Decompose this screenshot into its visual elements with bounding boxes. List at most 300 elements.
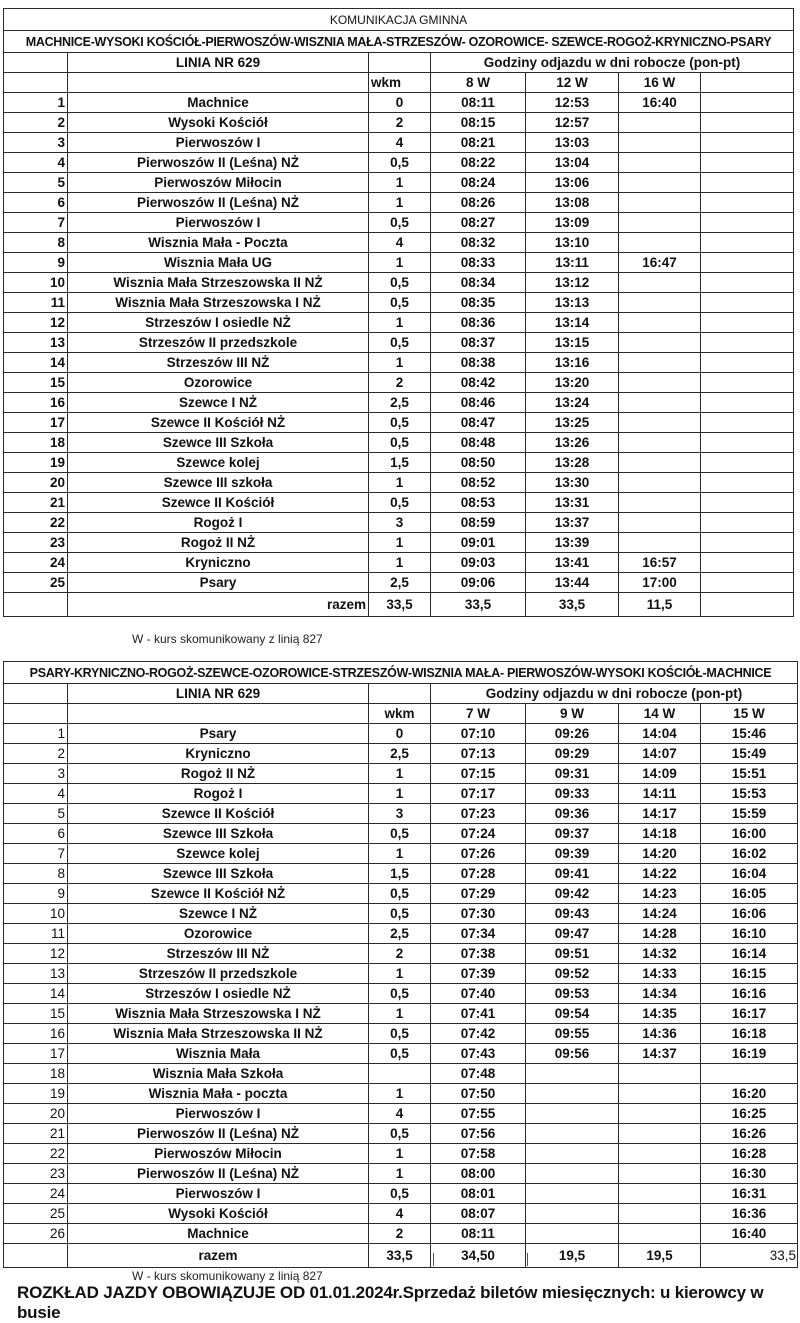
- stop-name: Machnice: [68, 93, 369, 113]
- stop-row: [4, 984, 798, 1004]
- blank-cell: [4, 593, 68, 617]
- validity-notice: ROZKŁAD JAZDY OBOWIĄZUJE OD 01.01.2024r.Sprzedaż biletów miesięcznych: u kierowcy w busie: [17, 1283, 764, 1322]
- departure-time: 16:16: [701, 984, 798, 1004]
- departure-time: [619, 233, 701, 253]
- departure-time: 08:00: [431, 1164, 526, 1184]
- stop-number: 16: [4, 393, 68, 413]
- stop-number: 5: [4, 173, 68, 193]
- course-header: [701, 73, 794, 93]
- departure-time: 13:25: [526, 413, 619, 433]
- total-course: 19,5: [619, 1244, 701, 1268]
- departure-time: 16:10: [701, 924, 798, 944]
- stop-number: 10: [4, 904, 68, 924]
- departure-time: 08:35: [431, 293, 526, 313]
- departure-time: [619, 1224, 701, 1244]
- stop-name: Rogoż II NŻ: [68, 764, 369, 784]
- departure-time: 13:28: [526, 453, 619, 473]
- departure-time: 07:26: [431, 844, 526, 864]
- departure-time: 16:20: [701, 1084, 798, 1104]
- departure-time: 16:36: [701, 1204, 798, 1224]
- departure-time: [701, 133, 794, 153]
- stop-name: Pierwoszów II (Leśna) NŻ: [68, 193, 369, 213]
- stop-wkm: 0,5: [369, 1044, 431, 1064]
- departure-time: [526, 1224, 619, 1244]
- departure-time: [619, 293, 701, 313]
- stop-name: Psary: [68, 724, 369, 744]
- total-course: [701, 593, 794, 617]
- stop-name: Strzeszów II przedszkole: [68, 333, 369, 353]
- stop-row: [4, 193, 794, 213]
- departure-time: 08:37: [431, 333, 526, 353]
- departure-time: 07:10: [431, 724, 526, 744]
- departure-time: 09:41: [526, 864, 619, 884]
- departure-time: [619, 1184, 701, 1204]
- total-course: 19,5: [526, 1244, 619, 1268]
- stop-name: Strzeszów I osiedle NŻ: [68, 984, 369, 1004]
- stop-name: Strzeszów III NŻ: [68, 944, 369, 964]
- departure-time: 07:23: [431, 804, 526, 824]
- departure-time: 17:00: [619, 573, 701, 593]
- stop-row: [4, 253, 794, 273]
- stop-number: 8: [4, 864, 68, 884]
- departure-time: 14:23: [619, 884, 701, 904]
- stop-wkm: 1: [369, 844, 431, 864]
- stop-wkm: 0,5: [369, 904, 431, 924]
- stop-number: 6: [4, 824, 68, 844]
- stop-wkm: 1: [369, 964, 431, 984]
- stop-wkm: 0,5: [369, 493, 431, 513]
- stop-wkm: 0,5: [369, 433, 431, 453]
- departure-time: 08:32: [431, 233, 526, 253]
- stop-wkm: 1: [369, 473, 431, 493]
- stop-number: 24: [4, 1184, 68, 1204]
- departure-time: 08:36: [431, 313, 526, 333]
- stop-row: [4, 884, 798, 904]
- stop-wkm: 0: [369, 93, 431, 113]
- stop-number: 1: [4, 93, 68, 113]
- stop-wkm: 0,5: [369, 884, 431, 904]
- departure-time: 08:22: [431, 153, 526, 173]
- departure-time: 08:50: [431, 453, 526, 473]
- total-wkm: 33,5: [369, 593, 431, 617]
- departure-time: 08:24: [431, 173, 526, 193]
- departure-time: 08:38: [431, 353, 526, 373]
- stop-number: 20: [4, 473, 68, 493]
- departure-time: 07:58: [431, 1144, 526, 1164]
- departure-time: [701, 513, 794, 533]
- course-header: 14 W: [619, 704, 701, 724]
- departure-time: 07:55: [431, 1104, 526, 1124]
- course-header: 16 W: [619, 73, 701, 93]
- stop-row: [4, 964, 798, 984]
- stop-wkm: [369, 1064, 431, 1084]
- stop-row: [4, 513, 794, 533]
- blank-cell: [4, 53, 68, 73]
- departure-time: 09:33: [526, 784, 619, 804]
- departure-time: 14:17: [619, 804, 701, 824]
- stop-wkm: 4: [369, 1104, 431, 1124]
- stop-row: [4, 1144, 798, 1164]
- stop-number: 17: [4, 1044, 68, 1064]
- departure-time: 08:21: [431, 133, 526, 153]
- stop-wkm: 1: [369, 764, 431, 784]
- stop-name: Szewce III Szkoła: [68, 864, 369, 884]
- departure-time: 16:25: [701, 1104, 798, 1124]
- wkm-header: wkm: [369, 73, 431, 93]
- stop-name: Wisznia Mała - poczta: [68, 1084, 369, 1104]
- departure-time: [701, 553, 794, 573]
- stop-wkm: 2: [369, 1224, 431, 1244]
- stop-wkm: 0,5: [369, 824, 431, 844]
- stop-number: 10: [4, 273, 68, 293]
- stop-name: Ozorowice: [68, 373, 369, 393]
- departure-time: 07:29: [431, 884, 526, 904]
- stop-name: Pierwoszów I: [68, 1104, 369, 1124]
- departure-time: 16:02: [701, 844, 798, 864]
- departure-time: 14:24: [619, 904, 701, 924]
- departure-time: [526, 1184, 619, 1204]
- departure-time: 07:38: [431, 944, 526, 964]
- stop-row: [4, 153, 794, 173]
- stop-wkm: 2,5: [369, 924, 431, 944]
- blank-cell: [4, 1244, 68, 1268]
- stop-name: Wisznia Mała UG: [68, 253, 369, 273]
- course-header: 9 W: [526, 704, 619, 724]
- course-header: 7 W: [431, 704, 526, 724]
- stop-name: Rogoż I: [68, 513, 369, 533]
- stop-wkm: 3: [369, 513, 431, 533]
- table-border-stub: [527, 1253, 528, 1266]
- stop-row: [4, 1084, 798, 1104]
- departure-time: [619, 133, 701, 153]
- total-course: 34,50: [431, 1244, 526, 1268]
- line-header-row: [4, 53, 794, 73]
- stop-wkm: 1: [369, 1144, 431, 1164]
- stop-row: [4, 353, 794, 373]
- column-header-row: [4, 704, 798, 724]
- stop-number: 21: [4, 493, 68, 513]
- departure-time: [619, 453, 701, 473]
- wkm-header: wkm: [369, 704, 431, 724]
- stop-name: Szewce II Kościół NŻ: [68, 413, 369, 433]
- blank-cell: [4, 684, 68, 704]
- stop-name: Pierwoszów II (Leśna) NŻ: [68, 1124, 369, 1144]
- departure-time: [619, 113, 701, 133]
- departure-time: 07:41: [431, 1004, 526, 1024]
- departure-time: [619, 1204, 701, 1224]
- departure-time: [619, 273, 701, 293]
- stop-wkm: 2: [369, 373, 431, 393]
- departure-time: [701, 233, 794, 253]
- stop-row: [4, 553, 794, 573]
- departure-time: 13:04: [526, 153, 619, 173]
- stop-wkm: 2,5: [369, 744, 431, 764]
- stop-row: [4, 113, 794, 133]
- stop-name: Pierwoszów I: [68, 213, 369, 233]
- departure-time: 13:11: [526, 253, 619, 273]
- blank-cell: [369, 684, 431, 704]
- departure-time: [701, 453, 794, 473]
- departure-time: 14:33: [619, 964, 701, 984]
- departure-time: 14:28: [619, 924, 701, 944]
- stop-number: 7: [4, 844, 68, 864]
- stop-row: [4, 293, 794, 313]
- footnote-1: W - kurs skomunikowany z linią 827: [132, 632, 323, 646]
- stop-row: [4, 724, 798, 744]
- departure-time: [701, 413, 794, 433]
- stop-name: Szewce II Kościół: [68, 493, 369, 513]
- departure-time: 07:42: [431, 1024, 526, 1044]
- departure-time: 16:18: [701, 1024, 798, 1044]
- stop-number: 2: [4, 744, 68, 764]
- total-label: razem: [68, 593, 369, 617]
- stop-wkm: 4: [369, 1204, 431, 1224]
- departure-time: 13:15: [526, 333, 619, 353]
- departure-time: 14:11: [619, 784, 701, 804]
- departure-time: 09:55: [526, 1024, 619, 1044]
- total-row: [4, 1244, 798, 1268]
- stop-name: Szewce I NŻ: [68, 393, 369, 413]
- stop-number: 15: [4, 373, 68, 393]
- stop-number: 25: [4, 573, 68, 593]
- departure-time: 13:06: [526, 173, 619, 193]
- stop-wkm: 0,5: [369, 1184, 431, 1204]
- departure-time: [619, 153, 701, 173]
- departure-time: [701, 153, 794, 173]
- stop-name: Wysoki Kościół: [68, 1204, 369, 1224]
- departure-time: 08:42: [431, 373, 526, 393]
- departure-time: [701, 93, 794, 113]
- stop-row: [4, 173, 794, 193]
- departure-time: [619, 513, 701, 533]
- departure-time: 08:59: [431, 513, 526, 533]
- departure-time: [701, 333, 794, 353]
- departure-time: [701, 573, 794, 593]
- total-course: 11,5: [619, 593, 701, 617]
- stop-row: [4, 233, 794, 253]
- stop-number: 18: [4, 433, 68, 453]
- stop-name: Szewce kolej: [68, 844, 369, 864]
- departure-time: 13:13: [526, 293, 619, 313]
- departure-time: 09:56: [526, 1044, 619, 1064]
- stop-name: Wysoki Kościół: [68, 113, 369, 133]
- departure-time: 08:47: [431, 413, 526, 433]
- line-header-row: [4, 684, 798, 704]
- departure-time: [701, 253, 794, 273]
- stop-row: [4, 533, 794, 553]
- departure-time: 16:40: [619, 93, 701, 113]
- departure-time: [526, 1164, 619, 1184]
- departure-time: 16:47: [619, 253, 701, 273]
- org-title-row: [4, 9, 794, 31]
- stop-row: [4, 844, 798, 864]
- stop-wkm: 3: [369, 804, 431, 824]
- stop-number: 14: [4, 353, 68, 373]
- stop-wkm: 0,5: [369, 413, 431, 433]
- departure-time: [619, 1104, 701, 1124]
- departure-time: 13:30: [526, 473, 619, 493]
- blank-cell: [68, 73, 369, 93]
- stop-row: [4, 1024, 798, 1044]
- stop-row: [4, 373, 794, 393]
- departure-time: [701, 173, 794, 193]
- departure-time: [619, 193, 701, 213]
- departure-time: [619, 213, 701, 233]
- departure-time: [526, 1204, 619, 1224]
- departure-time: [619, 353, 701, 373]
- stop-row: [4, 1204, 798, 1224]
- stop-name: Wisznia Mała Strzeszowska II NŻ: [68, 1024, 369, 1044]
- departure-time: [701, 193, 794, 213]
- stop-wkm: 1: [369, 1004, 431, 1024]
- stop-number: 25: [4, 1204, 68, 1224]
- departure-time: [619, 1124, 701, 1144]
- departure-time: 16:00: [701, 824, 798, 844]
- stop-name: Ozorowice: [68, 924, 369, 944]
- departure-time: 08:11: [431, 1224, 526, 1244]
- departure-time: 07:43: [431, 1044, 526, 1064]
- stop-name: Wisznia Mała - Poczta: [68, 233, 369, 253]
- departure-time: 09:37: [526, 824, 619, 844]
- departure-time: 16:31: [701, 1184, 798, 1204]
- departure-time: 07:39: [431, 964, 526, 984]
- stop-row: [4, 924, 798, 944]
- departure-time: [701, 373, 794, 393]
- stop-name: Pierwoszów Miłocin: [68, 173, 369, 193]
- stop-row: [4, 393, 794, 413]
- stop-row: [4, 1044, 798, 1064]
- departure-time: 13:03: [526, 133, 619, 153]
- departure-time: 08:48: [431, 433, 526, 453]
- departure-time: 13:12: [526, 273, 619, 293]
- stop-number: 22: [4, 1144, 68, 1164]
- stop-number: 8: [4, 233, 68, 253]
- route-row: [4, 662, 798, 684]
- stop-name: Kryniczno: [68, 744, 369, 764]
- departure-time: 12:57: [526, 113, 619, 133]
- departure-time: 16:14: [701, 944, 798, 964]
- departure-time: 09:42: [526, 884, 619, 904]
- departure-time: [619, 1084, 701, 1104]
- stop-name: Szewce II Kościół: [68, 804, 369, 824]
- stop-number: 7: [4, 213, 68, 233]
- departure-time: [619, 393, 701, 413]
- stop-number: 17: [4, 413, 68, 433]
- stop-row: [4, 864, 798, 884]
- stop-number: 12: [4, 313, 68, 333]
- departure-time: 09:03: [431, 553, 526, 573]
- departure-time: 08:27: [431, 213, 526, 233]
- stop-wkm: 1,5: [369, 864, 431, 884]
- stop-row: [4, 904, 798, 924]
- stop-number: 22: [4, 513, 68, 533]
- departure-time: [619, 413, 701, 433]
- stop-name: Pierwoszów II (Leśna) NŻ: [68, 1164, 369, 1184]
- departure-time: 07:56: [431, 1124, 526, 1144]
- stop-row: [4, 453, 794, 473]
- departure-time: 13:24: [526, 393, 619, 413]
- stop-number: 5: [4, 804, 68, 824]
- stop-name: Wisznia Mała Strzeszowska II NŻ: [68, 273, 369, 293]
- departure-time: 09:39: [526, 844, 619, 864]
- departure-time: 14:09: [619, 764, 701, 784]
- departure-time: 09:53: [526, 984, 619, 1004]
- stop-row: [4, 744, 798, 764]
- stop-number: 13: [4, 333, 68, 353]
- stop-number: 6: [4, 193, 68, 213]
- departure-time: 16:17: [701, 1004, 798, 1024]
- stop-name: Pierwoszów II (Leśna) NŻ: [68, 153, 369, 173]
- stop-number: 23: [4, 533, 68, 553]
- departure-time: [526, 1124, 619, 1144]
- departure-time: 15:53: [701, 784, 798, 804]
- stop-wkm: 2: [369, 113, 431, 133]
- stop-number: 21: [4, 1124, 68, 1144]
- stop-number: 11: [4, 924, 68, 944]
- stop-number: 4: [4, 784, 68, 804]
- stop-name: Szewce III szkoła: [68, 473, 369, 493]
- timetable-psary-machnice: [3, 661, 798, 1268]
- course-header: 8 W: [431, 73, 526, 93]
- departure-time: 08:34: [431, 273, 526, 293]
- stop-wkm: 0,5: [369, 273, 431, 293]
- departure-time: 09:36: [526, 804, 619, 824]
- stop-number: 3: [4, 133, 68, 153]
- stop-wkm: 1: [369, 1084, 431, 1104]
- course-header: 15 W: [701, 704, 798, 724]
- stop-name: Wisznia Mała: [68, 1044, 369, 1064]
- departure-time: 09:54: [526, 1004, 619, 1024]
- departure-time: 09:31: [526, 764, 619, 784]
- departure-time: 08:15: [431, 113, 526, 133]
- blank-cell: [369, 53, 431, 73]
- stop-name: Szewce I NŻ: [68, 904, 369, 924]
- stop-number: 4: [4, 153, 68, 173]
- stop-name: Wisznia Mała Strzeszowska I NŻ: [68, 1004, 369, 1024]
- departure-time: 14:04: [619, 724, 701, 744]
- stop-wkm: 2,5: [369, 393, 431, 413]
- departure-time: [701, 313, 794, 333]
- departure-time: [701, 293, 794, 313]
- departure-time: 13:37: [526, 513, 619, 533]
- departure-time: [619, 433, 701, 453]
- departure-time: [619, 173, 701, 193]
- departure-time: 14:20: [619, 844, 701, 864]
- departure-time: 14:32: [619, 944, 701, 964]
- stop-number: 13: [4, 964, 68, 984]
- route-title: MACHNICE-WYSOKI KOŚCIÓŁ-PIERWOSZÓW-WISZNIA MAŁA-STRZESZÓW- OZOROWICE- SZEWCE-ROGOŻ-KRYNICZNO-PSARY: [4, 31, 794, 53]
- stop-row: [4, 944, 798, 964]
- departure-time: 07:50: [431, 1084, 526, 1104]
- departure-time: 09:26: [526, 724, 619, 744]
- departure-time: 12:53: [526, 93, 619, 113]
- stop-name: Strzeszów I osiedle NŻ: [68, 313, 369, 333]
- stop-name: Szewce II Kościół NŻ: [68, 884, 369, 904]
- stop-name: Rogoż I: [68, 784, 369, 804]
- departure-time: [619, 1064, 701, 1084]
- departure-time: [701, 533, 794, 553]
- departure-time: 16:19: [701, 1044, 798, 1064]
- departure-time: 16:26: [701, 1124, 798, 1144]
- stop-row: [4, 804, 798, 824]
- stop-wkm: 1,5: [369, 453, 431, 473]
- course-header: 12 W: [526, 73, 619, 93]
- stop-row: [4, 413, 794, 433]
- departure-time: [619, 533, 701, 553]
- stop-row: [4, 93, 794, 113]
- stop-wkm: 1: [369, 353, 431, 373]
- departure-time: 15:46: [701, 724, 798, 744]
